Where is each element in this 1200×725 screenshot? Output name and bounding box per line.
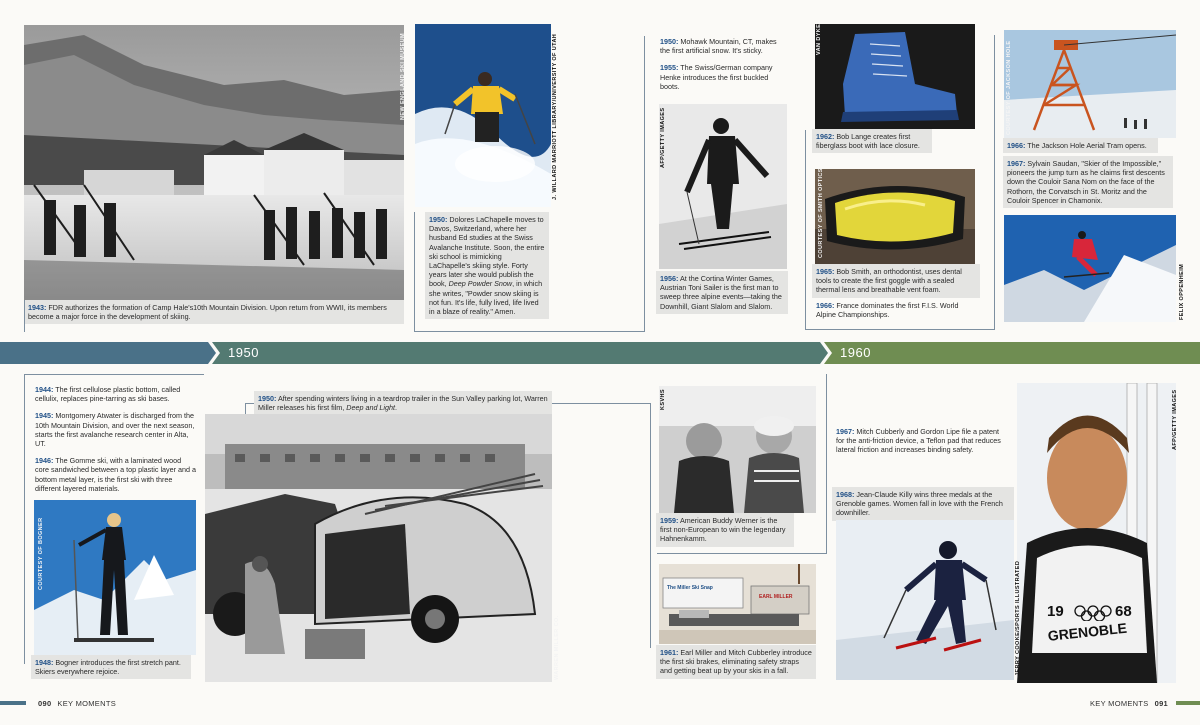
bib-city: GRENOBLE — [1047, 619, 1128, 644]
folio-right-number: 091 — [1154, 699, 1169, 708]
credit-felix: FELIX OPPENHEIM — [1179, 263, 1185, 320]
brake-box-label: EARL MILLER — [759, 594, 793, 600]
connector-line — [650, 403, 651, 648]
folio-bar-right — [1176, 701, 1200, 705]
decade-label-1950: 1950 — [228, 345, 259, 360]
caption-1961: 1961: Earl Miller and Mitch Cubberley introduce the first ski brakes, eliminating safety straps and getting beat up by your skis in a fall. — [656, 645, 816, 679]
folio-left-number: 090 — [38, 699, 52, 708]
credit-afp-1: AFP/GETTY IMAGES — [660, 107, 666, 168]
timeline-band — [0, 342, 1200, 364]
connector-line — [414, 212, 415, 332]
bib-year: 68 — [1115, 603, 1132, 620]
powder-skier-photo — [415, 24, 551, 207]
connector-line — [644, 36, 645, 332]
caption-1944: 1944: The first cellulose plastic bottom, called cellulix, replaces pine-tarring as ski bases. 1945: Montgomery Atwater is discharged from the 10th Mountain Division, and over the next season, starts the first avalanche research center in Alta, UT. 1946: The Gomme ski, with a laminated wood core sandwiched between a top plastic layer and a bottom metal layer, is the first ski with three different layered materials. — [35, 385, 197, 493]
connector-line — [24, 374, 204, 375]
caption-1950-lachapelle: 1950: Dolores LaChapelle moves to Davos, Switzerland, where her husband Ed studies at the Swiss Avalanche Institute. Soon, the entire ski school is mimicking LaChapelle's skiing style. Forty years later she would publish the book, Deep Powder Snow, in which she writes, "Powder snow skiing is not fun. It's life, fully lived, life lived in a blaze of reality." Amen. — [425, 212, 549, 319]
connector-line — [657, 553, 827, 554]
folio-right-label: KEY MOMENTS — [1090, 699, 1149, 708]
caption-1967-saudan: 1967: Sylvain Saudan, "Skier of the Impossible," pioneers the jump turn as he claims first descents down the Couloir Sana Nom on the face of the Rothorn, the Corvatsch in St. Moritz and the Couloir Spencer in Chamonix. — [1003, 156, 1173, 208]
ski-snap-sign: The Miller Ski Snap — [667, 585, 713, 591]
toni-sailer-photo — [659, 104, 787, 269]
connector-line — [805, 329, 995, 330]
credit-warren-miller: WARREN MILLER CO. — [554, 615, 560, 680]
bogner-stretch-pant-photo — [34, 500, 196, 655]
folio-bar-left — [0, 701, 26, 705]
folio-left — [32, 699, 116, 708]
camp-hale-photo — [24, 25, 404, 300]
ski-brake-photo — [659, 564, 816, 644]
caption-1966: 1966: France dominates the first F.I.S. World Alpine Championships. — [816, 301, 959, 320]
folio-right — [1090, 699, 1174, 708]
connector-line — [24, 374, 25, 664]
jackson-hole-tram-photo — [1004, 30, 1176, 138]
connector-line — [826, 374, 827, 554]
caption-1965: 1965: Bob Smith, an orthodontist, uses dental tools to create the first goggle with a sealed thermal lens and breathable vent foam. — [812, 264, 980, 298]
caption-1959: 1959: American Buddy Werner is the first non-European to win the legendary Hahnenkamm. — [656, 513, 794, 547]
goggle-photo — [815, 169, 975, 264]
credit-bogner: COURTESY OF BOGNER — [38, 517, 44, 590]
credit-van-dyke: VAN DYKE — [816, 23, 822, 55]
credit-jwillard: J. WILLARD MARRIOTT LIBRARY/UNIVERSITY OF UTAH — [552, 33, 558, 200]
credit-jerry-cooke: JERRY COOKE/SPORTS ILLUSTRATED — [1015, 560, 1021, 676]
caption-year: 1943: — [28, 303, 47, 312]
caption-1950-mohawk: 1950: Mohawk Mountain, CT, makes the first artificial snow. It's sticky. 1955: The Swiss/German company Henke introduces the first buckled boots. — [660, 37, 777, 91]
credit-afp-2: AFP/GETTY IMAGES — [1172, 389, 1178, 450]
caption-1968: 1968: Jean-Claude Killy wins three medals at the Grenoble games. Women fall in love with the French downhiller. — [832, 487, 1014, 521]
connector-line — [414, 331, 644, 332]
folio-left-label: KEY MOMENTS — [57, 699, 117, 708]
caption-1966-tram: 1966: The Jackson Hole Aerial Tram opens. — [1003, 138, 1158, 153]
connector-line — [24, 300, 25, 332]
killy-portrait-photo — [1017, 383, 1176, 683]
caption-1967-cubberly: 1967: Mitch Cubberly and Gordon Lipe file a patent for the anti-friction device, a Teflon pad that reduces lateral friction and increases binding safety. — [836, 427, 1001, 455]
caption-1950-warren-miller: 1950: After spending winters living in a teardrop trailer in the Sun Valley parking lot, Warren Miller releases his first film, Deep and Light. — [254, 391, 552, 415]
bib-number: 19 — [1047, 603, 1064, 620]
killy-racing-photo — [836, 520, 1014, 680]
connector-line — [805, 130, 806, 330]
steep-skier-photo — [1004, 215, 1176, 322]
caption-1948: 1948: Bogner introduces the first stretch pant. Skiers everywhere rejoice. — [31, 655, 191, 679]
caption-1962: 1962: Bob Lange creates first fiberglass boot with lace closure. — [812, 129, 932, 153]
caption-1956: 1956: At the Cortina Winter Games, Austrian Toni Sailer is the first man to sweep three alpine events—taking the Downhill, Giant Slalom and Slalom. — [656, 271, 788, 314]
olympic-rings-icon — [1073, 605, 1113, 621]
decade-label-1960: 1960 — [840, 345, 871, 360]
credit-ksvhs: KSVHS — [660, 389, 666, 410]
credit-smith-optics: COURTESY OF SMITH OPTICS — [818, 168, 824, 258]
teardrop-trailer-photo — [205, 414, 552, 682]
blue-boot-photo — [815, 24, 975, 129]
credit-jackson-hole: COURTESY OF JACKSON HOLE — [1006, 40, 1012, 135]
buddy-werner-photo — [659, 386, 816, 513]
credit-new-england-ski-museum: NEW ENGLAND SKI MUSEUM — [400, 32, 406, 120]
connector-line — [994, 35, 995, 330]
caption-1943: 1943: FDR authorizes the formation of Camp Hale's10th Mountain Division. Upon return from WWII, its members become a major force in the development of skiing. — [24, 300, 404, 324]
